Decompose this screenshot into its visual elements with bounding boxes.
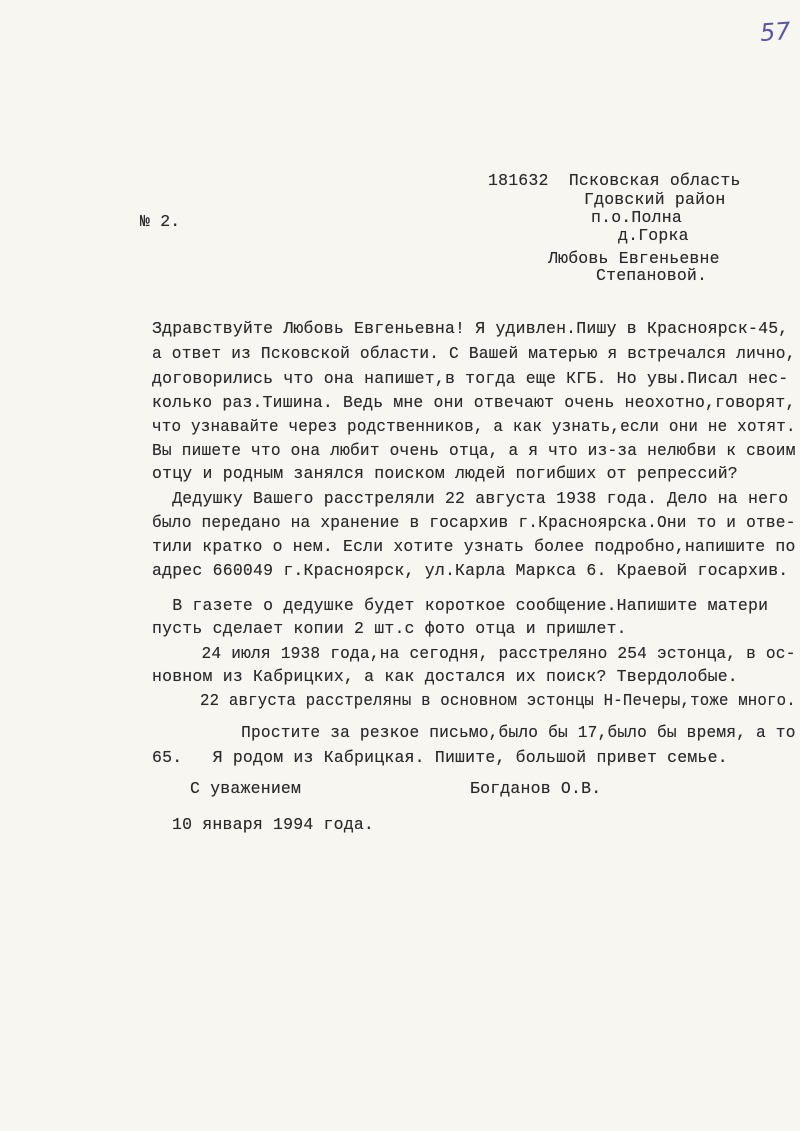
body-line: 22 августа расстреляны в основном эстонцы Н-Печеры,тоже много. — [152, 691, 796, 710]
body-line: колько раз.Тишина. Ведь мне они отвечают очень неохотно,говорят, — [152, 393, 796, 412]
body-line: а ответ из Псковской области. С Вашей матерью я встречался лично, — [152, 344, 796, 363]
letter-number: № 2. — [140, 212, 181, 231]
address-recipient-surname: Степановой. — [596, 266, 708, 285]
page-number-handwritten: 57 — [759, 16, 792, 48]
body-line: 24 июля 1938 года,на сегодня, расстреляно 254 эстонца, в ос- — [152, 644, 796, 663]
address-line-postcode-region: 181632 Псковская область — [488, 171, 741, 190]
letter-date: 10 января 1994 года. — [172, 815, 375, 834]
address-line-post-office: п.о.Полна — [591, 208, 682, 227]
closing-signature: Богданов О.В. — [470, 779, 602, 798]
body-line: было передано на хранение в госархив г.Красноярска.Они то и отве- — [152, 513, 796, 532]
body-line: пусть сделает копии 2 шт.с фото отца и пришлет. — [152, 619, 627, 638]
address-recipient-name: Любовь Евгеньевне — [548, 249, 720, 268]
body-line: новном из Кабрицких, а как достался их поиск? Твердолобые. — [152, 667, 738, 686]
address-line-district: Гдовский район — [584, 190, 726, 209]
body-line: что узнавайте через родственников, а как узнать,если они не хотят. — [152, 417, 796, 436]
body-line: В газете о дедушке будет короткое сообщение.Напишите матери — [152, 596, 769, 615]
body-line: Простите за резкое письмо,было бы 17,было бы время, а то — [152, 723, 796, 742]
body-line: Дедушку Вашего расстреляли 22 августа 1938 года. Дело на него — [152, 489, 789, 508]
body-line: 65. Я родом из Кабрицкая. Пишите, большой привет семье. — [152, 748, 728, 767]
address-line-village: д.Горка — [618, 226, 689, 245]
body-line: тили кратко о нем. Если хотите узнать более подробно,напишите по — [152, 537, 796, 556]
body-line: договорились что она напишет,в тогда еще КГБ. Но увы.Писал нес- — [152, 369, 789, 388]
body-line: Вы пишете что она любит очень отца, а я что из-за нелюбви к своим — [152, 441, 796, 460]
body-line: адрес 660049 г.Красноярск, ул.Карла Маркса 6. Краевой госархив. — [152, 561, 789, 580]
body-line: Здравствуйте Любовь Евгеньевна! Я удивлен.Пишу в Красноярск-45, — [152, 319, 789, 338]
body-line: отцу и родным занялся поиском людей погибших от репрессий? — [152, 464, 738, 483]
closing-regards: С уважением — [190, 779, 302, 798]
